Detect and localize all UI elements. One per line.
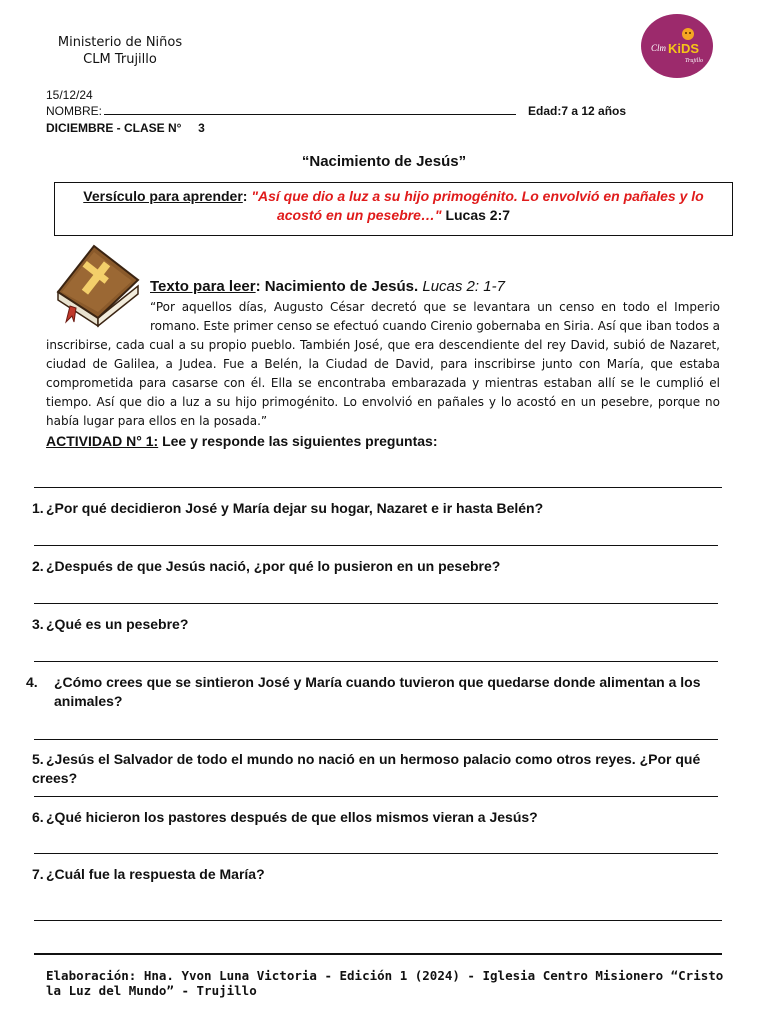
footer-divider [34, 953, 722, 955]
footer-credits: Elaboración: Hna. Yvon Luna Victoria - Edición 1 (2024) - Iglesia Centro Misionero “Cristo la Luz del Mundo” - Trujillo [46, 968, 724, 998]
question-number: 6. [32, 809, 44, 825]
activity-label: ACTIVIDAD N° 1: [46, 433, 159, 449]
question-number: 1. [32, 500, 44, 516]
question-number: 2. [32, 558, 44, 574]
reading-label: Texto para leer [150, 278, 256, 295]
question-number: 7. [32, 866, 44, 882]
activity-instruction: Lee y responde las siguientes preguntas: [162, 433, 438, 449]
clm-kids-logo [641, 14, 713, 78]
verse-label: Versículo para aprender [83, 188, 243, 204]
question-1 [32, 499, 732, 518]
nombre-field [46, 104, 516, 118]
question-text: ¿Qué es un pesebre? [46, 616, 189, 632]
question-number: 5. [32, 751, 44, 767]
answer-line[interactable] [34, 545, 718, 546]
question-number: 3. [32, 616, 44, 632]
question-text: ¿Cómo crees que se sintieron José y María cuando tuvieron que quedarse donde alimentan a los animales? [54, 674, 701, 709]
answer-line[interactable] [34, 661, 718, 662]
nombre-label: NOMBRE: [46, 104, 103, 118]
verse-quote: "Así que dio a luz a su hijo primogénito. Lo envolvió en pañales y lo acostó en un pesebre…" [251, 188, 704, 223]
question-number: 4. [26, 674, 38, 690]
question-text: ¿Qué hicieron los pastores después de que ellos mismos vieran a Jesús? [46, 809, 538, 825]
ministry-line-2: CLM Trujillo [83, 52, 157, 67]
question-text: ¿Después de que Jesús nació, ¿por qué lo pusieron en un pesebre? [46, 558, 501, 574]
question-2 [32, 557, 732, 576]
answer-line[interactable] [34, 603, 718, 604]
verse-colon: : [242, 188, 248, 204]
ministry-line-1: Ministerio de Niños [57, 35, 183, 50]
edad-label: Edad:7 a 12 años [528, 104, 627, 118]
question-5 [32, 750, 732, 788]
answer-line[interactable] [34, 739, 718, 740]
logo-clm-text: Clm [651, 43, 667, 53]
answer-line[interactable] [34, 920, 722, 921]
date: 15/12/24 [46, 88, 93, 102]
question-7 [32, 865, 732, 884]
logo-kids-text: KiDS [668, 41, 700, 56]
reading-text [46, 298, 720, 431]
reading-reference: Lucas 2: 1-7 [422, 278, 505, 295]
question-text: ¿Jesús el Salvador de todo el mundo no nació en un hermoso palacio como otros reyes. ¿Por qué crees? [32, 751, 701, 786]
question-4 [26, 673, 722, 711]
question-text: ¿Por qué decidieron José y María dejar su hogar, Nazaret e ir hasta Belén? [46, 500, 544, 516]
page-title: “Nacimiento de Jesús” [301, 153, 467, 170]
answer-line[interactable] [34, 487, 722, 488]
activity-heading [46, 433, 437, 449]
logo-sub-text: Trujillo [685, 58, 704, 64]
question-6 [32, 808, 732, 827]
reading-body: “Por aquellos días, Augusto César decretó que se levantara un censo en todo el Imperio romano. Este primer censo se efectuó cuando Cirenio gobernaba en Siria. Así que iban todos a inscribirse, cada cual a su propio pueblo. También José, que era descendiente del rey David, subió de Nazaret, ciudad de Galilea, a Judea. Fue a Belén, la Ciudad de David, para inscribirse junto con María, que estaba comprometida para casarse con él. Ella se encontraba embarazada y mientras estaban allí se le cumplió el tiempo. Así que dio a luz a su hijo primogénito. Lo envolvió en pañales y lo acostó en un pesebre, porque no había lugar para ellos en la posada.” [46, 300, 720, 428]
question-text: ¿Cuál fue la respuesta de María? [46, 866, 265, 882]
answer-line[interactable] [34, 853, 718, 854]
verse-reference: Lucas 2:7 [445, 207, 511, 223]
ministry-name [50, 34, 190, 68]
nombre-blank-line [104, 104, 516, 115]
reading-heading [150, 278, 505, 295]
clase-label: DICIEMBRE - CLASE N° 3 [46, 121, 205, 135]
question-3 [32, 615, 732, 634]
reading-title: Nacimiento de Jesús. [264, 278, 419, 295]
reading-colon: : [255, 278, 261, 295]
answer-line[interactable] [34, 796, 718, 797]
verse-box [54, 182, 733, 236]
